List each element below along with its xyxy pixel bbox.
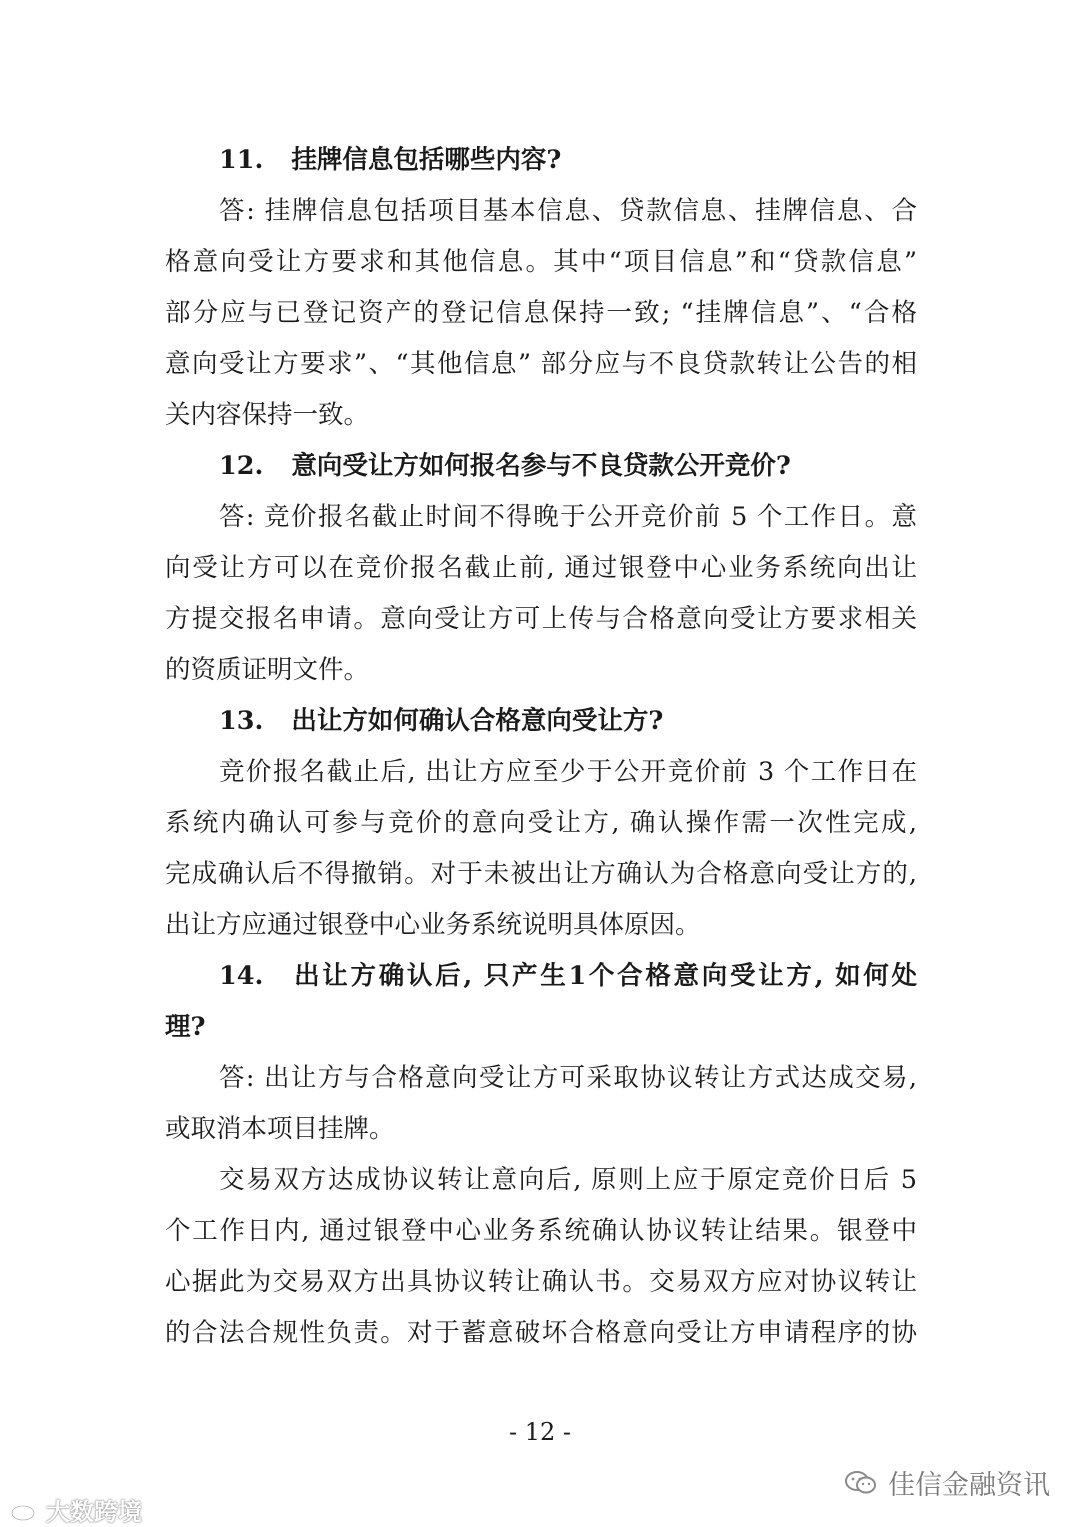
weibo-watermark [10,1492,142,1527]
paragraph-line: 个工作日内, 通过银登中心业务系统确认协议转让结果。银登中 [165,1216,917,1246]
question-title: 挂牌信息包括哪些内容? [291,145,562,175]
paragraph-line: 关内容保持一致。 [165,400,370,430]
question-13-heading [165,696,917,747]
wechat-watermark [844,1463,1050,1502]
paragraph-line: 意向受让方要求”、“其他信息” 部分应与不良贷款转让公告的相 [165,349,917,379]
question-number: 12. [219,451,264,481]
question-number: 14. [219,961,264,991]
paragraph-line: 答: 出让方与合格意向受让方可采取协议转让方式达成交易, [219,1063,917,1093]
question-12-heading [165,441,917,492]
paragraph-line: 竞价报名截止后, 出让方应至少于公开竞价前 3 个工作日在 [219,757,917,787]
paragraph-line: 格意向受让方要求和其他信息。其中“项目信息”和“贷款信息” [165,247,917,277]
paragraph-line: 交易双方达成协议转让意向后, 原则上应于原定竞价日后 5 [219,1165,917,1195]
question-14-heading-continued: 理? [165,1012,206,1042]
page-number: - 12 - [508,1418,571,1446]
paragraph-line: 方提交报名申请。意向受让方可上传与合格意向受让方要求相关 [165,604,917,634]
question-title: 出让方如何确认合格意向受让方? [291,706,664,736]
document-body [165,135,917,1359]
question-11-heading [165,135,917,186]
paragraph-line: 或取消本项目挂牌。 [165,1114,395,1144]
question-14-heading [165,951,917,1002]
paragraph-line: 向受让方可以在竞价报名截止前, 通过银登中心业务系统向出让 [165,553,917,583]
paragraph-line: 系统内确认可参与竞价的意向受让方, 确认操作需一次性完成, [165,808,917,838]
paragraph-line: 答: 挂牌信息包括项目基本信息、贷款信息、挂牌信息、合 [219,196,917,226]
question-number: 13. [219,706,264,736]
question-number: 11. [219,145,264,175]
paragraph-line: 答: 竞价报名截止时间不得晚于公开竞价前 5 个工作日。意 [219,502,917,532]
paragraph-line: 完成确认后不得撤销。对于未被出让方确认为合格意向受让方的, [165,859,917,889]
watermark-text: 佳信金融资讯 [888,1470,1050,1501]
paragraph-line: 出让方应通过银登中心业务系统说明具体原因。 [165,910,701,940]
paragraph-line: 的资质证明文件。 [165,655,370,685]
paragraph-line: 的合法合规性负责。对于蓄意破坏合格意向受让方申请程序的协 [165,1318,917,1348]
question-title: 出让方确认后, 只产生1个合格意向受让方, 如何处 [291,961,917,991]
paragraph-line: 心据此为交易双方出具协议转让确认书。交易双方应对协议转让 [165,1267,917,1297]
watermark-text: 大数跨境 [46,1498,142,1526]
question-title: 意向受让方如何报名参与不良贷款公开竞价? [291,451,791,481]
weibo-icon [10,1498,40,1522]
wechat-icon [844,1470,878,1496]
paragraph-line: 部分应与已登记资产的登记信息保持一致; “挂牌信息”、“合格 [165,298,917,328]
